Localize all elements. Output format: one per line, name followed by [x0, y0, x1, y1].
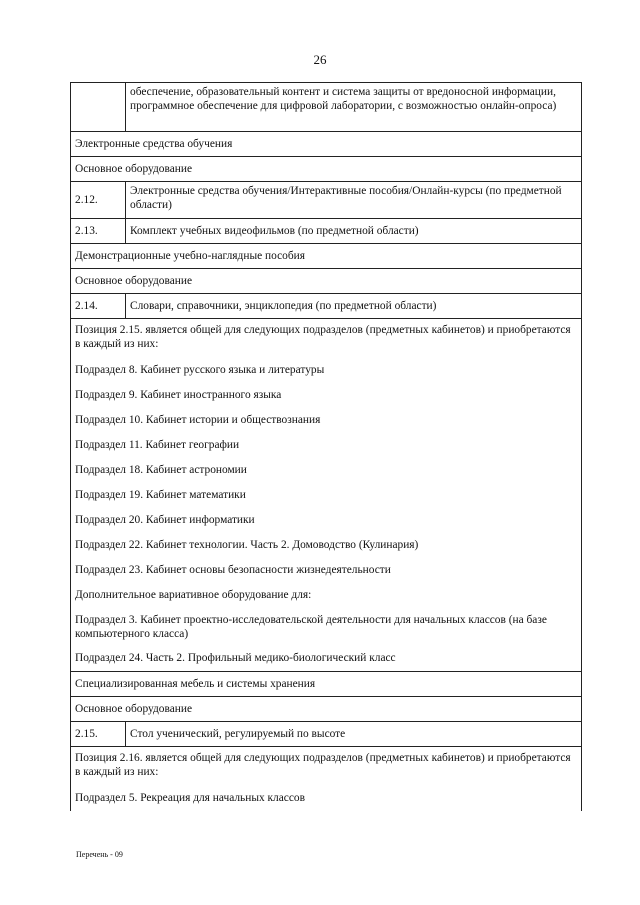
item-text: Словари, справочники, энциклопедия (по предметной области) — [130, 300, 437, 312]
list-item: Подраздел 23. Кабинет основы безопасности жизнедеятельности — [75, 564, 391, 576]
item-text: обеспечение, образовательный контент и система защиты от вредоносной информации, программное обеспечение для цифровой лаборатории, с возможностью онлайн-опроса) — [130, 86, 557, 112]
list-item: Подраздел 5. Рекреация для начальных классов — [75, 792, 305, 804]
list-item: Подраздел 10. Кабинет истории и обществознания — [75, 414, 321, 426]
list-item: Подраздел 8. Кабинет русского языка и литературы — [75, 364, 325, 376]
list-item: Подраздел 9. Кабинет иностранного языка — [75, 389, 282, 401]
item-text: Стол ученический, регулируемый по высоте — [130, 728, 346, 740]
number-cell — [71, 83, 126, 131]
item-number: 2.12. — [71, 182, 126, 218]
note-intro: Позиция 2.15. является общей для следующих подразделов (предметных кабинетов) и приобретаются в каждый из них: — [75, 324, 571, 350]
item-number: 2.13. — [71, 219, 126, 243]
note-intro: Позиция 2.16. является общей для следующих подразделов (предметных кабинетов) и приобретаются в каждый из них: — [75, 752, 571, 778]
footer-label: Перечень - 09 — [76, 850, 123, 859]
item-text: Электронные средства обучения/Интерактивные пособия/Онлайн-курсы (по предметной области) — [130, 185, 562, 211]
table-row — [71, 82, 581, 131]
section-heading: Специализированная мебель и системы хранения — [71, 671, 581, 696]
list-item: Подраздел 11. Кабинет географии — [75, 439, 240, 451]
equipment-table — [70, 82, 582, 811]
list-item: Подраздел 20. Кабинет информатики — [75, 514, 255, 526]
note-block — [71, 318, 581, 671]
subsection-heading: Основное оборудование — [71, 696, 581, 721]
table-row — [71, 218, 581, 243]
section-heading: Демонстрационные учебно-наглядные пособия — [71, 243, 581, 268]
list-item: Подраздел 18. Кабинет астрономии — [75, 464, 247, 476]
page-number: 26 — [313, 52, 327, 67]
list-item: Подраздел 3. Кабинет проектно-исследовательской деятельности для начальных классов (на базе компьютерного класса) — [75, 614, 547, 640]
table-row — [71, 181, 581, 218]
item-text: Комплект учебных видеофильмов (по предметной области) — [130, 225, 419, 237]
additional-intro: Дополнительное вариативное оборудование для: — [75, 589, 312, 601]
subsection-heading: Основное оборудование — [71, 156, 581, 181]
table-row — [71, 721, 581, 746]
item-number: 2.14. — [71, 294, 126, 318]
subsection-heading: Основное оборудование — [71, 268, 581, 293]
table-row — [71, 293, 581, 318]
list-item: Подраздел 19. Кабинет математики — [75, 489, 246, 501]
note-block — [71, 746, 581, 811]
item-number: 2.15. — [71, 722, 126, 746]
list-item: Подраздел 22. Кабинет технологии. Часть 2. Домоводство (Кулинария) — [75, 539, 419, 551]
section-heading: Электронные средства обучения — [71, 131, 581, 156]
list-item: Подраздел 24. Часть 2. Профильный медико-биологический класс — [75, 652, 396, 664]
